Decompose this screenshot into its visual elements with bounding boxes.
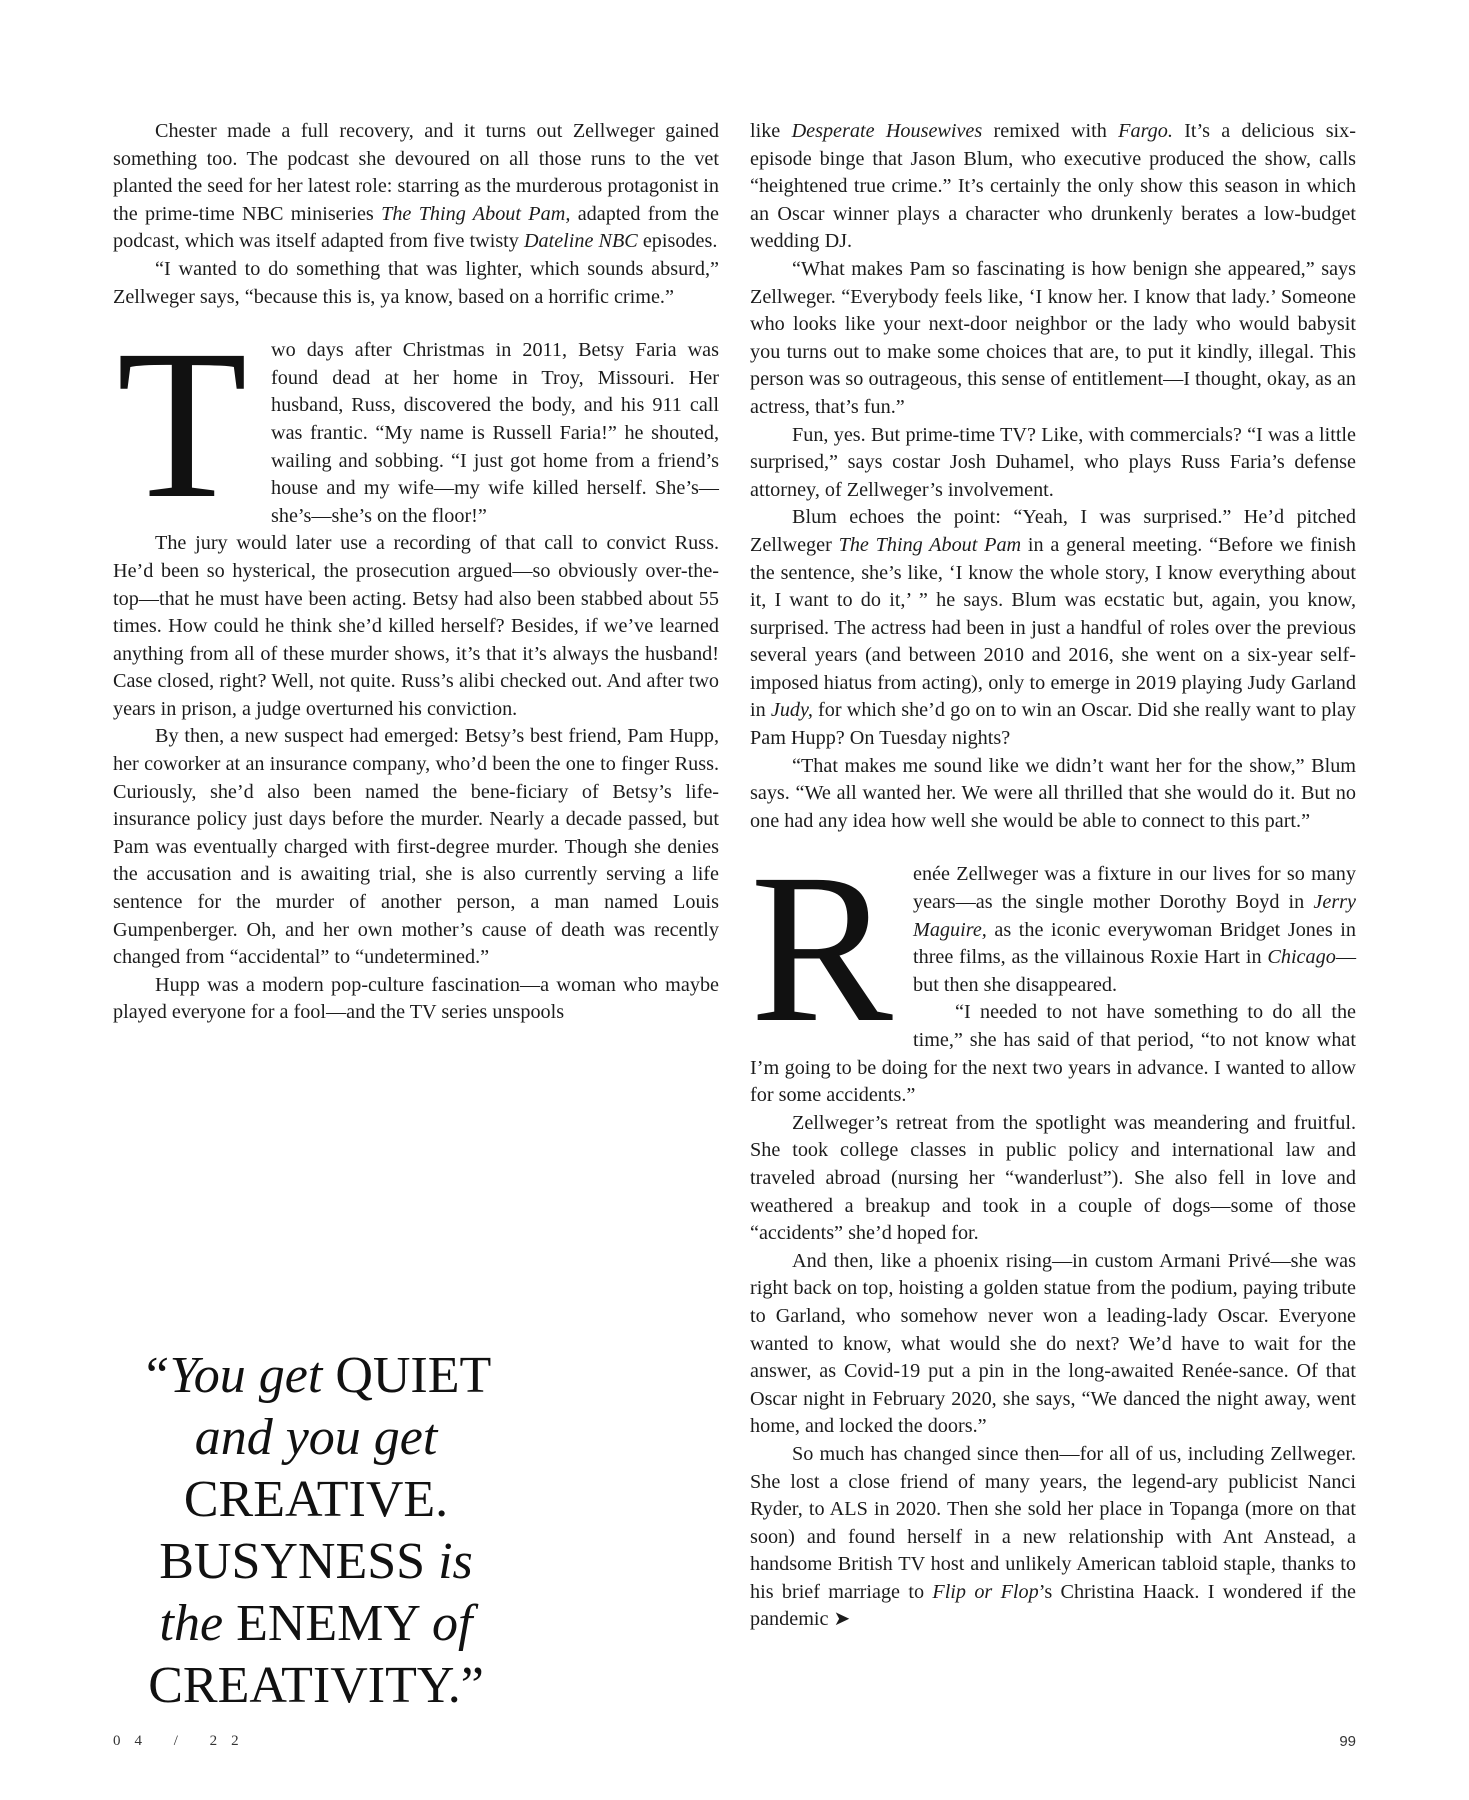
italic-text: “You get (140, 1347, 323, 1404)
article-column-right (750, 118, 1356, 1634)
paragraph: “That makes me sound like we didn’t want her for the show,” Blum says. “We all wanted her. We were all thrilled that she would do it. But no one had any idea how well she would be able to connect to this part.” (750, 754, 1356, 832)
italic-text: Dateline NBC (523, 230, 638, 253)
italic-text: Desperate Housewives (791, 120, 983, 142)
pull-quote-line: CREATIVITY.” (148, 1657, 484, 1714)
italic-text: of (432, 1595, 473, 1652)
drop-cap: T (116, 306, 248, 544)
paragraph: Chester made a full recovery, and it turns out Zellweger gained something too. The podcast she devoured on all those runs to the vet planted the seed for her latest role: starring as the murderous protagonist in the prime-time NBC miniseries The Thing About Pam, adapted from the podcast, which was itself adapted from five twisty Dateline NBC episodes. (113, 120, 719, 253)
drop-cap: R (750, 830, 893, 1068)
article-column-left (113, 118, 719, 1027)
pull-quote-line (113, 1407, 519, 1469)
italic-text: and you get (194, 1409, 438, 1466)
italic-text: Jerry Maguire, (913, 891, 1356, 941)
pull-quote-line: CREATIVE. (183, 1471, 449, 1528)
paragraph: Blum echoes the point: “Yeah, I was surprised.” He’d pitched Zellweger The Thing About Pam in a general meeting. “Before we finish the sentence, she’s like, ‘I know the whole story, I know everything about it, I want to do it,’ ” he says. Blum was ecstatic but, again, you know, surprised. The actress had been in just a handful of roles over the previous several years (and between 2010 and 2016, she went on a six-year self-imposed hiatus from acting), only to emerge in 2019 playing Judy Garland in Judy, for which she’d go on to win an Oscar. Did she really want to play Pam Hupp? On Tuesday nights? (750, 506, 1357, 750)
paragraph: By then, a new suspect had emerged: Betsy’s best friend, Pam Hupp, her coworker at an insurance company, who’d been the one to finger Russ. Curiously, she’d also been named the bene-ficiary of Betsy’s life-insurance policy just days before the murder. Nearly a decade passed, but Pam was eventually charged with first-degree murder. Though she denies the accusation and is awaiting trial, she is also currently serving a life sentence for the murder of another person, a man named Louis Gumpenberger. Oh, and her own mother’s cause of death was recently changed from “accidental” to “undetermined.” (113, 725, 719, 969)
italic-text: is (438, 1533, 473, 1590)
paragraph: Fun, yes. But prime-time TV? Like, with commercials? “I was a little surprised,” says costar Josh Duhamel, who plays Russ Faria’s defense attorney, of Zellweger’s involvement. (750, 423, 1356, 501)
paragraph: like Desperate Housewives remixed with Fargo. It’s a delicious six-episode binge that Jason Blum, who executive produced the show, calls “heightened true crime.” It’s certainly the only show this season in which an Oscar winner plays a character who drunkenly berates a low-budget wedding DJ. (750, 120, 1356, 253)
italic-text: Judy, (770, 699, 813, 722)
italic-text: The Thing About Pam, (381, 202, 571, 225)
paragraph: Zellweger’s retreat from the spotlight was meandering and fruitful. She took college classes in public policy and international law and traveled abroad (nursing her “wanderlust”). She also fell in love and weathered a breakup and took in a couple of dogs—some of those “accidents” she’d hoped for. (750, 1111, 1356, 1245)
italic-text: Chicago (1267, 946, 1336, 969)
paragraph: The jury would later use a recording of that call to convict Russ. He’d been so hysterical, the prosecution argued—so obviously over-the-top—that he must have been acting. Betsy had also been stabbed about 55 times. How could he think she’d killed herself? Besides, if we’ve learned anything from all of these murder shows, it’s that it’s always the husband! Case closed, right? Well, not quite. Russ’s alibi checked out. And after two years in prison, a judge overturned his conviction. (113, 532, 719, 720)
paragraph-text: enée Zellweger was a fixture in our lives for so many years—as the single mother Dorothy Boyd in Jerry Maguire, as the iconic everywoman Bridget Jones in three films, as the villainous Roxie Hart in Chicago—but then she disappeared. (913, 863, 1356, 996)
italic-text: Flip or Flop (932, 1580, 1039, 1603)
pull-quote-line: the ENEMY of (159, 1595, 473, 1652)
pull-quote (113, 1345, 519, 1717)
page-number: 99 (1339, 1733, 1356, 1750)
paragraph-dropcap (113, 306, 719, 544)
paragraph: “What makes Pam so fascinating is how benign she appeared,” says Zellweger. “Everybody feels like, ‘I know her. I know that lady.’ Someone who looks like your next-door neighbor or the lady who would babysit you turns out to make some choices that are, to put it kindly, illegal. This person was so outrageous, this sense of entitlement—I thought, okay, as an actress, that’s fun.” (750, 257, 1356, 418)
italic-text: The Thing About Pam (838, 533, 1022, 556)
paragraph: “I wanted to do something that was lighter, which sounds absurd,” Zellweger says, “because this is, ya know, based on a horrific crime.” (113, 257, 719, 308)
italic-text: Fargo. (1118, 120, 1173, 142)
paragraph-text: wo days after Christmas in 2011, Betsy Faria was found dead at her home in Troy, Missouri. Her husband, Russ, discovered the body, and his 911 call was frantic. “My name is Russell Faria!” he shouted, wailing and sobbing. “I just got home from a friend’s house and my wife—my wife killed herself. She’s—she’s—she’s on the floor!” (271, 339, 719, 527)
paragraph: Hupp was a modern pop-culture fascination—a woman who maybe played everyone for a fool—and the TV series unspools (113, 973, 719, 1024)
issue-date-folio: 04 / 22 (113, 1733, 253, 1749)
paragraph: “I needed to not have something to do all the time,” she has said of that period, “to not know what I’m going to be doing for the next two years in advance. I wanted to allow for some accidents.” (750, 1001, 1356, 1107)
paragraph: So much has changed since then—for all of us, including Zellweger. She lost a close friend of many years, the legend-ary publicist Nanci Ryder, to ALS in 2020. Then she sold her place in Topanga (more on that soon) and found herself in a new relationship with Ant Anstead, a handsome British TV host and unlikely American tabloid staple, thanks to his brief marriage to Flip or Flop’s Christina Haack. I wondered if the pandemic ➤ (750, 1442, 1356, 1631)
pull-quote-line: BUSYNESS is (159, 1533, 473, 1590)
paragraph: And then, like a phoenix rising—in custom Armani Privé—she was right back on top, hoisting a golden statue from the podium, paying tribute to Garland, who somehow never won a leading-lady Oscar. Everyone wanted to know, what would she do next? We’d have to wait for the answer, as Covid-19 put a pin in the long-awaited Renée-sance. Of that Oscar night in February 2020, she says, “We danced the night away, went home, and locked the doors.” (750, 1249, 1356, 1438)
pull-quote-line: “You get QUIET (140, 1347, 492, 1404)
italic-text: the (159, 1595, 224, 1652)
